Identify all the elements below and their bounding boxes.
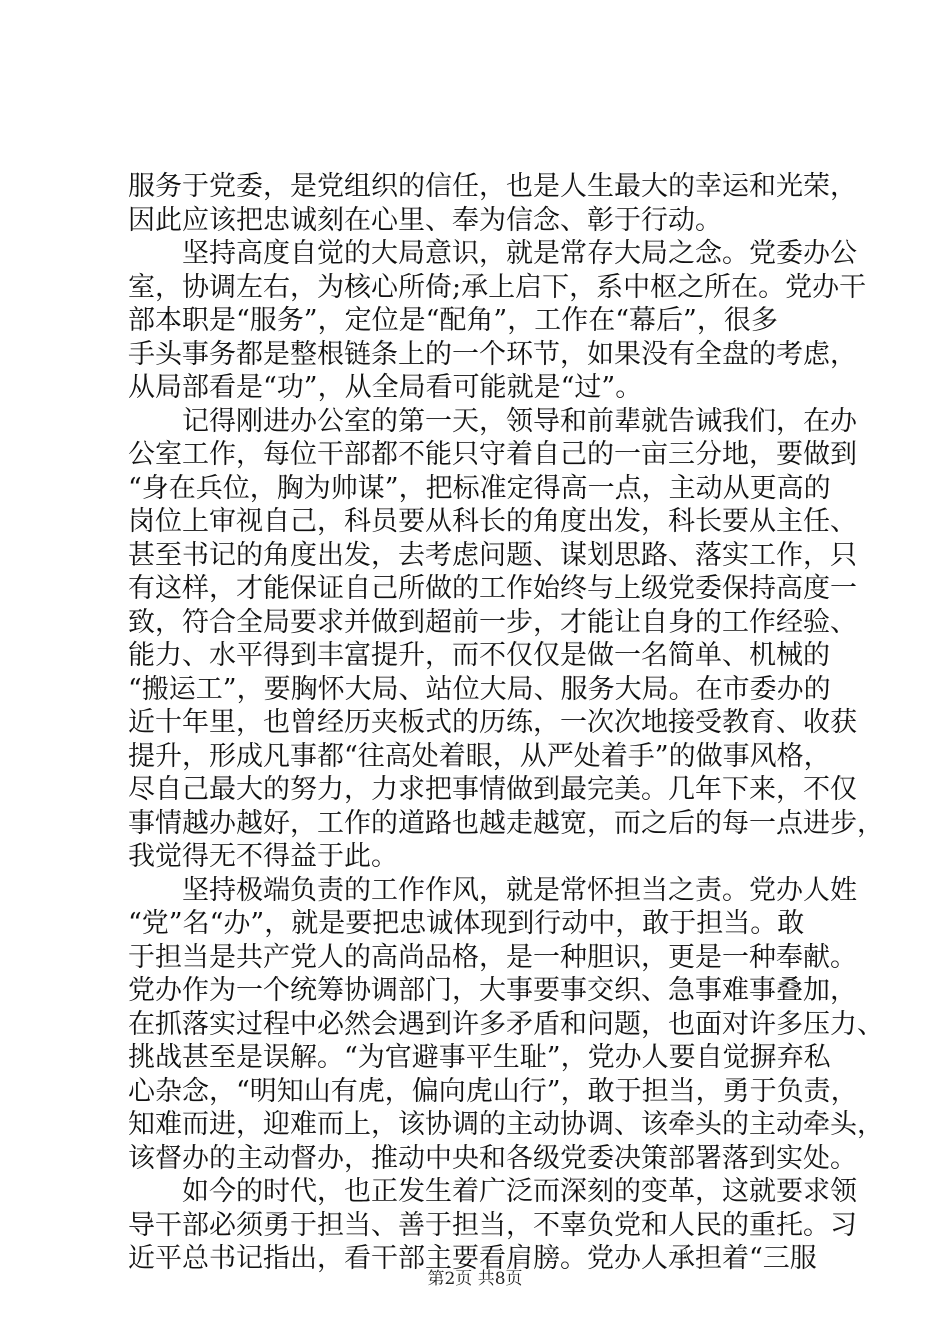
text-line: 如今的时代，也正发生着广泛而深刻的变革，这就要求领 xyxy=(182,1176,857,1207)
text-line: 近平总书记指出，看干部主要看肩膀。党办人承担着“三服 xyxy=(128,1243,817,1274)
text-line: 公室工作，每位干部都不能只守着自己的一亩三分地，要做到 xyxy=(128,439,857,470)
text-line: 因此应该把忠诚刻在心里、奉为信念、彰于行动。 xyxy=(128,204,722,236)
text-line: 从局部看是“功”，从全局看可能就是“过”。 xyxy=(128,372,643,403)
text-line: 有这样，才能保证自己所做的工作始终与上级党委保持高度一 xyxy=(128,573,857,604)
text-line: 记得刚进办公室的第一天，领导和前辈就告诫我们，在办 xyxy=(182,405,857,437)
text-line: 导干部必须勇于担当、善于担当，不辜负党和人民的重托。习 xyxy=(128,1209,857,1241)
text-line: “党”名“办”，就是要把忠诚体现到行动中，敢于担当。敢 xyxy=(128,908,805,939)
text-line: 于担当是共产党人的高尚品格，是一种胆识，更是一种奉献。 xyxy=(128,941,857,973)
text-line: 坚持高度自觉的大局意识，就是常存大局之念。党委办公 xyxy=(182,238,857,269)
text-line: 部本职是“服务”，定位是“配角”，工作在“幕后”，很多 xyxy=(128,305,778,336)
text-line: “身在兵位，胸为帅谋”，把标准定得高一点，主动从更高的 xyxy=(128,472,831,504)
text-line: 室，协调左右，为核心所倚;承上启下，系中枢之所在。党办干 xyxy=(128,271,867,303)
text-line: 在抓落实过程中必然会遇到许多矛盾和问题，也面对许多压力、 xyxy=(128,1008,884,1040)
text-line: 心杂念，“明知山有虎，偏向虎山行”，敢于担当，勇于负责， xyxy=(128,1075,858,1107)
text-line: “搬运工”，要胸怀大局、站位大局、服务大局。在市委办的 xyxy=(128,673,831,705)
text-line: 岗位上审视自己，科员要从科长的角度出发，科长要从主任、 xyxy=(128,506,857,537)
text-line: 手头事务都是整根链条上的一个环节，如果没有全盘的考虑， xyxy=(128,338,857,370)
text-line: 能力、水平得到丰富提升，而不仅仅是做一名简单、机械的 xyxy=(128,640,830,671)
text-line: 我觉得无不得益于此。 xyxy=(128,841,398,872)
text-line: 该督办的主动督办，推动中央和各级党委决策部署落到实处。 xyxy=(128,1142,857,1174)
body-text xyxy=(128,170,884,1276)
text-line: 事情越办越好，工作的道路也越走越宽，而之后的每一点进步， xyxy=(128,807,884,839)
text-line: 服务于党委，是党组织的信任，也是人生最大的幸运和光荣， xyxy=(128,171,857,202)
text-line: 提升，形成凡事都“往高处着眼，从严处着手”的做事风格， xyxy=(128,740,831,772)
text-line: 挑战甚至是误解。“为官避事平生耻”，党办人要自觉摒弃私 xyxy=(128,1042,831,1073)
text-line: 知难而进，迎难而上，该协调的主动协调、该牵头的主动牵头， xyxy=(128,1109,884,1140)
text-line: 甚至书记的角度出发，去考虑问题、谋划思路、落实工作，只 xyxy=(128,539,857,571)
text-line: 致，符合全局要求并做到超前一步，才能让自身的工作经验、 xyxy=(128,606,857,638)
page-number-footer: 第2页 共8页 xyxy=(427,1269,523,1289)
text-line: 尽自己最大的努力，力求把事情做到最完美。几年下来，不仅 xyxy=(128,774,857,805)
text-line: 近十年里，也曾经历夹板式的历练，一次次地接受教育、收获 xyxy=(128,707,857,738)
text-line: 坚持极端负责的工作作风，就是常怀担当之责。党办人姓 xyxy=(182,874,857,906)
text-line: 党办作为一个统筹协调部门，大事要事交织、急事难事叠加， xyxy=(128,975,857,1006)
